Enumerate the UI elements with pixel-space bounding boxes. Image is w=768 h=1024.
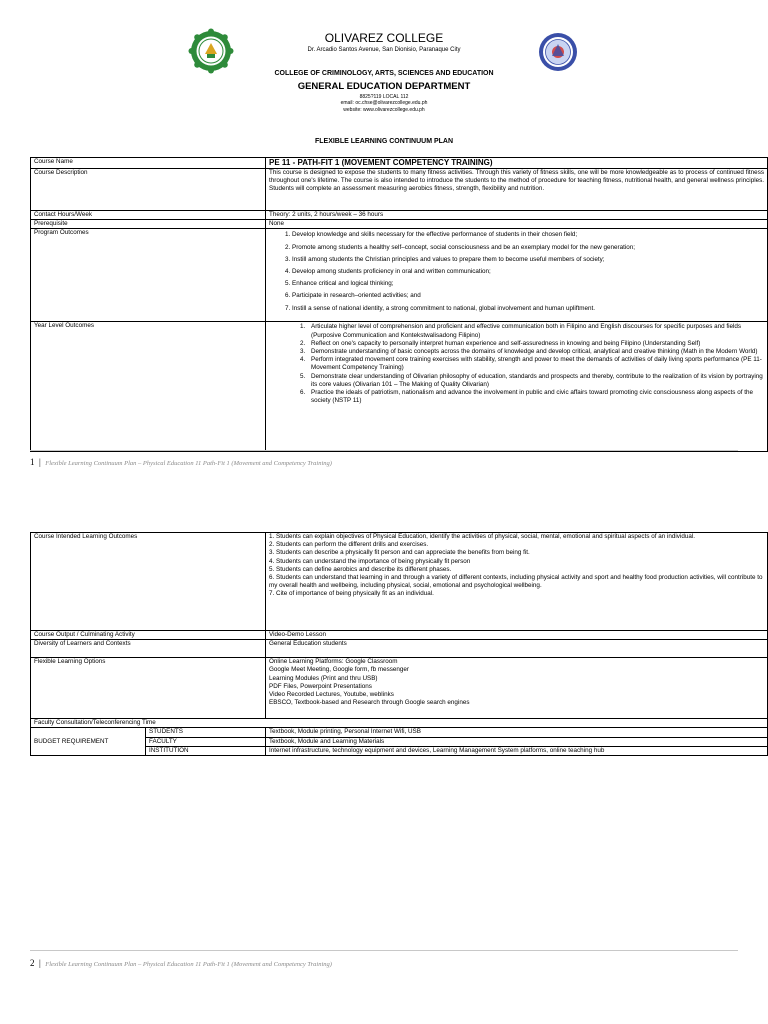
- budget-institution-value: Internet infrastructure, technology equipment and devices, Learning Management System platforms, online teaching hub: [266, 746, 768, 755]
- table-row: [31, 322, 768, 452]
- page-number: 1: [30, 457, 35, 467]
- table-row: [31, 719, 768, 728]
- page-footer-1: [30, 452, 738, 470]
- plan-title: FLEXIBLE LEARNING CONTINUUM PLAN: [314, 138, 454, 145]
- course-info-table: [30, 157, 768, 452]
- budget-institution-label: INSTITUTION: [146, 746, 266, 755]
- table-row: [31, 658, 768, 719]
- list-item: 4. Perform integrated movement core training exercises with stability, strength and power to meet the demands of activities of daily living sports performance (PE 11-Movement Competency Training): [307, 356, 764, 372]
- list-item: 1. Develop knowledge and skills necessary for the effective performance of students in their chosen field;: [285, 231, 578, 239]
- list-item: Video Recorded Lectures, Youtube, weblinks: [269, 691, 394, 699]
- program-outcomes-list: [266, 229, 768, 322]
- page-number: 2: [30, 958, 35, 968]
- college-unit: COLLEGE OF CRIMINOLOGY, ARTS, SCIENCES AND EDUCATION: [274, 70, 494, 77]
- flexible-options-list: [266, 658, 768, 719]
- email-address: email: oc.chse@olivarezcollege.edu.ph: [340, 100, 428, 106]
- list-item: 5. Demonstrate clear understanding of Olivarian philosophy of education, standards and prospects and thereby, contribute to the realization of its vision by portraying its core values (Olivarian 101 – The Making of Quality Olivarian): [307, 373, 764, 389]
- budget-students-label: STUDENTS: [146, 728, 266, 737]
- list-item: 6. Practice the ideals of patriotism, nationalism and advance the involvement in public and civic affairs toward promoting civic consciousness along aspects of the society (NSTP 11): [307, 389, 764, 405]
- college-address: Dr. Arcadio Santos Avenue, San Dionisio, Paranaque City: [307, 47, 461, 53]
- footer-separator: |: [38, 958, 41, 968]
- list-item: 6. Students can understand that learning in and through a variety of different contexts, including physical activity and sport and healthy food production activities, will contribute to my overall health and wellbeing, including physical, social, emotional and psychological wellbeing.: [269, 574, 763, 590]
- program-outcomes-label: Program Outcomes: [31, 229, 266, 322]
- contact-hours-value: Theory: 2 units, 2 hours/week – 36 hours: [266, 211, 768, 220]
- budget-faculty-value: Textbook, Module and Learning Materials: [266, 737, 768, 746]
- table-row: [31, 229, 768, 322]
- list-item: 4. Develop among students proficiency in oral and written communication;: [285, 267, 491, 275]
- budget-faculty-label: FACULTY: [146, 737, 266, 746]
- footer-separator: |: [38, 457, 41, 467]
- list-item: 4. Students can understand the importance of being physically fit person: [269, 557, 471, 565]
- website-address: website: www.olivarezcollege.edu.ph: [343, 107, 425, 113]
- department-name: GENERAL EDUCATION DEPARTMENT: [297, 81, 471, 92]
- table-row: [31, 640, 768, 658]
- learning-plan-table: [30, 532, 768, 756]
- list-item: Google Meet Meeting, Google form, fb messenger: [269, 666, 410, 674]
- list-item: 2. Promote among students a healthy self–concept, social consciousness and be an exemplary model for the new generation;: [285, 243, 636, 251]
- page-footer-2: [30, 953, 738, 971]
- list-item: 3. Instill among students the Christian principles and values to prepare them to become useful members of society;: [285, 255, 605, 263]
- table-row: [31, 220, 768, 229]
- course-name-label: Course Name: [31, 158, 266, 169]
- year-level-outcomes-list: [269, 323, 764, 405]
- table-row: [31, 533, 768, 631]
- prerequisite-value: None: [266, 220, 768, 229]
- list-item: 7. Cite of importance of being physically fit as an individual.: [269, 590, 434, 598]
- list-item: Online Learning Platforms: Google Classroom: [269, 658, 398, 666]
- table-row: [31, 158, 768, 169]
- phone-number: 8825?119 LOCAL 112: [359, 94, 409, 100]
- list-item: 5. Enhance critical and logical thinking;: [285, 280, 394, 288]
- list-item: 6. Participate in research–oriented activities; and: [285, 292, 421, 300]
- consultation-label: Faculty Consultation/Teleconferencing Time: [31, 719, 768, 728]
- list-item: 3. Students can describe a physically fit person and can appreciate the benefits from being fit.: [269, 549, 530, 557]
- list-item: 1. Students can explain objectives of Physical Education, identify the activities of physical, social, mental, emotional and spiritual aspects of an individual.: [269, 533, 695, 540]
- course-output-value: Video-Demo Lesson: [266, 631, 768, 640]
- list-item: 1. Articulate higher level of comprehension and proficient and effective communication both in Filipino and English discourses for specific purposes and fields (Purposive Communication and Kontekstwalisadong Filipino): [307, 323, 764, 339]
- course-description-value: This course is designed to expose the students to many fitness activities. Through this variety of fitness skills, one will be more knowledgeable as to process of continued fitness throughout one's lifetime. The course is also intended to introduce the students to the method of procedure for teaching fitness, nutritional health, and general wellness principles. Students will complete an assessment measuring aerobics fitness, strength, flexibility and nutrition.: [266, 169, 768, 211]
- footer-rule: [30, 450, 738, 451]
- list-item: Learning Modules (Print and thru USB): [269, 674, 378, 682]
- diversity-value: General Education students: [266, 640, 768, 658]
- flexible-options-label: Flexible Learning Options: [31, 658, 266, 719]
- list-item: 5. Students can define aerobics and describe its different phases.: [269, 565, 452, 573]
- document-page-2: [0, 470, 768, 1024]
- diversity-label: Diversity of Learners and Contexts: [31, 640, 266, 658]
- year-level-outcomes-cell: [266, 322, 768, 452]
- footer-text: Flexible Learning Continuum Plan – Physical Education 11 Path-Fit 1 (Movement and Competency Training): [45, 961, 332, 968]
- list-item: 3. Demonstrate understanding of basic concepts across the domains of knowledge and develop critical, analytical and creative thinking (Math in the Modern World): [307, 348, 764, 356]
- contact-hours-label: Contact Hours/Week: [31, 211, 266, 220]
- course-name-value: PE 11 - PATH-FIT 1 (MOVEMENT COMPETENCY TRAINING): [266, 158, 768, 169]
- course-output-label: Course Output / Culminating Activity: [31, 631, 266, 640]
- list-item: 7. Instill a sense of national identity, a strong commitment to national, global involvement and human upliftment.: [285, 304, 596, 312]
- list-item: 2. Reflect on one's capacity to personally interpret human experience and self-assuredness in knowing and being Filipino (Understanding Self): [307, 340, 764, 348]
- list-item: EBSCO, Textbook-based and Research through Google search engines: [269, 699, 470, 707]
- table-row: [31, 169, 768, 211]
- footer-text: Flexible Learning Continuum Plan – Physical Education 11 Path-Fit 1 (Movement and Competency Training): [45, 460, 332, 467]
- list-item: PDF Files, Powerpoint Presentations: [269, 682, 372, 690]
- prerequisite-label: Prerequisite: [31, 220, 266, 229]
- budget-students-value: Textbook, Module printing, Personal Internet Wifi, USB: [266, 728, 768, 737]
- list-item: 2. Students can perform the different drills and exercises.: [269, 541, 429, 549]
- document-page-1: [0, 0, 768, 470]
- table-row: [31, 728, 768, 737]
- year-level-outcomes-label: Year Level Outcomes: [31, 322, 266, 452]
- college-name: OLIVAREZ COLLEGE: [324, 31, 444, 45]
- course-description-label: Course Description: [31, 169, 266, 211]
- table-row: [31, 211, 768, 220]
- cilo-label: Course Intended Learning Outcomes: [31, 533, 266, 631]
- table-row: [31, 631, 768, 640]
- budget-label: BUDGET REQUIREMENT: [31, 728, 146, 756]
- cilo-list: [266, 533, 768, 631]
- footer-rule: [30, 950, 738, 951]
